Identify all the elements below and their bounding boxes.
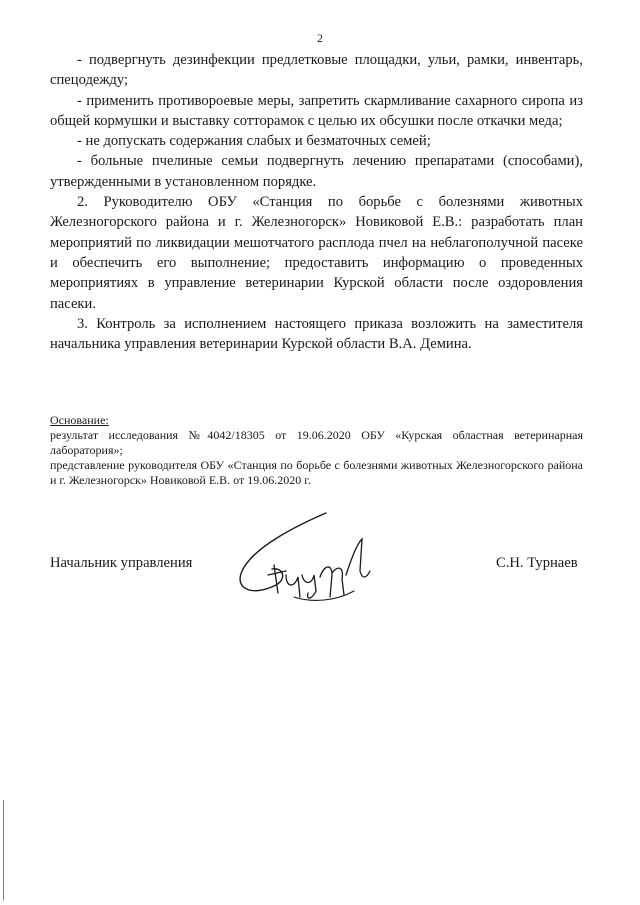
paragraph-weak-colonies: - не допускать содержания слабых и безматочных семей; — [77, 133, 431, 150]
page-number: 2 — [317, 31, 323, 45]
signatory-name: С.Н. Турнаев — [496, 555, 578, 571]
paragraph-treatment: - больные пчелиные семьи подвергнуть лечению препаратами (способами), утвержденными в установленном порядке. — [50, 153, 583, 190]
basis-title: Основание: — [50, 413, 109, 427]
document-body — [50, 50, 583, 354]
handwritten-signature — [228, 505, 388, 615]
paragraph-anti-swarm: - применить противороевые меры, запретить скармливание сахарного сиропа из общей кормушки и выставку сотторамок с целью их обсушки после откачки меда; — [50, 92, 583, 129]
scan-edge-mark — [3, 800, 4, 900]
basis-section — [50, 413, 583, 488]
basis-line-submission: представление руководителя ОБУ «Станция по борьбе с болезнями животных Железногорского района и г. Железногорск» Новиковой Е.В. от 19.06.2020 г. — [50, 458, 583, 487]
signatory-position: Начальник управления — [50, 555, 193, 571]
paragraph-item-2: 2. Руководителю ОБУ «Станция по борьбе с болезнями животных Железногорского района и г. Железногорск» Новиковой Е.В.: разработать план мероприятий по ликвидации мешотчатого расплода пчел на неблагополучной пасеке и обеспечить его выполнение; предоставить информацию о проведенных мероприятиях в управление ветеринарии Курской области после оздоровления пасеки. — [50, 194, 583, 312]
paragraph-item-3: 3. Контроль за исполнением настоящего приказа возложить на заместителя начальника управления ветеринарии Курской области В.А. Демина. — [50, 315, 583, 353]
paragraph-disinfection: - подвергнуть дезинфекции предлетковые площадки, ульи, рамки, инвентарь, спецодежду; — [50, 52, 583, 89]
basis-line-lab-result: результат исследования №4042/18305 от 19.06.2020 ОБУ «Курская областная ветеринарная лаборатория»; — [50, 428, 583, 457]
